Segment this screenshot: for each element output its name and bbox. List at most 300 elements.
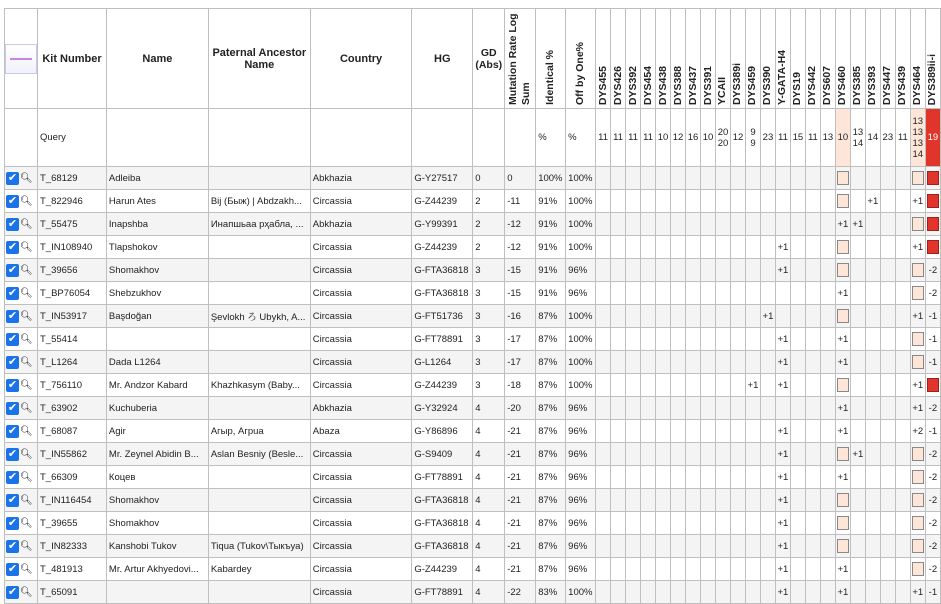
marker-diff-ycaii bbox=[716, 282, 731, 305]
marker-diff-y-gata-h4: +1 bbox=[775, 328, 790, 351]
checkbox-icon[interactable]: ✔ bbox=[7, 240, 18, 253]
kit-number[interactable]: T_68087 bbox=[38, 420, 107, 443]
header-off-by-one[interactable]: Off by One% bbox=[566, 9, 596, 109]
marker-diff-dys388 bbox=[671, 535, 686, 558]
magnifier-icon[interactable]: 🔍︎ bbox=[20, 402, 33, 414]
table-row[interactable] bbox=[5, 512, 941, 535]
marker-diff-dys607 bbox=[820, 397, 835, 420]
table-row[interactable] bbox=[5, 420, 941, 443]
header-marker-dys393[interactable]: DYS393 bbox=[865, 9, 880, 109]
header-marker-dys385[interactable]: DYS385 bbox=[850, 9, 865, 109]
kit-name bbox=[106, 581, 208, 604]
header-marker-dys455[interactable]: DYS455 bbox=[596, 9, 611, 109]
marker-diff-dys438 bbox=[656, 581, 671, 604]
marker-diff-dys391 bbox=[701, 397, 716, 420]
marker-diff-y-gata-h4 bbox=[775, 190, 790, 213]
identical-pct: 87% bbox=[536, 328, 566, 351]
marker-diff-dys388 bbox=[671, 558, 686, 581]
identical-pct: 87% bbox=[536, 305, 566, 328]
kit-number[interactable]: T_IN53917 bbox=[38, 305, 107, 328]
kit-number[interactable]: T_68129 bbox=[38, 167, 107, 190]
header-marker-dys439[interactable]: DYS439 bbox=[895, 9, 910, 109]
marker-diff-dys439 bbox=[895, 420, 910, 443]
marker-diff-dys454 bbox=[641, 443, 656, 466]
marker-diff-dys393 bbox=[865, 512, 880, 535]
checkbox-icon[interactable]: ✔ bbox=[7, 332, 18, 345]
marker-diff-dys455 bbox=[596, 190, 611, 213]
marker-diff-y-gata-h4: +1 bbox=[775, 259, 790, 282]
marker-diff-dys19 bbox=[790, 581, 805, 604]
kit-name: Mr. Andzor Kabard bbox=[106, 374, 208, 397]
genetic-distance: 4 bbox=[473, 466, 505, 489]
header-marker-dys392[interactable]: DYS392 bbox=[626, 9, 641, 109]
kit-number[interactable]: T_IN55862 bbox=[38, 443, 107, 466]
marker-diff-dys388 bbox=[671, 466, 686, 489]
magnifier-icon[interactable]: 🔍︎ bbox=[20, 218, 33, 230]
marker-diff-dys426 bbox=[611, 213, 626, 236]
marker-diff-dys464 bbox=[910, 328, 925, 351]
marker-diff-dys454 bbox=[641, 420, 656, 443]
header-mutation-rate[interactable]: Mutation Rate Log Sum bbox=[505, 9, 536, 109]
marker-diff-dys607 bbox=[820, 259, 835, 282]
marker-diff-dys391 bbox=[701, 259, 716, 282]
marker-diff-dys426 bbox=[611, 397, 626, 420]
checkbox-icon[interactable]: ✔ bbox=[7, 309, 18, 322]
table-row[interactable] bbox=[5, 351, 941, 374]
kit-number[interactable]: T_65091 bbox=[38, 581, 107, 604]
marker-diff-dys439 bbox=[895, 374, 910, 397]
checkbox-icon[interactable]: ✔ bbox=[7, 401, 18, 414]
marker-diff-dys390 bbox=[760, 512, 775, 535]
marker-diff-dys442 bbox=[805, 581, 820, 604]
marker-diff-dys393: +1 bbox=[865, 190, 880, 213]
marker-diff-dys464 bbox=[910, 512, 925, 535]
magnifier-icon[interactable]: 🔍︎ bbox=[20, 448, 33, 460]
identical-pct: 87% bbox=[536, 351, 566, 374]
query-marker-value: 11 bbox=[596, 109, 611, 167]
marker-diff-dys385 bbox=[850, 512, 865, 535]
marker-diff-dys390 bbox=[760, 213, 775, 236]
marker-diff-dys388 bbox=[671, 397, 686, 420]
marker-diff-dys454 bbox=[641, 305, 656, 328]
kit-name: Başdoğan bbox=[106, 305, 208, 328]
magnifier-icon[interactable]: 🔍︎ bbox=[20, 471, 33, 483]
marker-diff-dys464 bbox=[910, 259, 925, 282]
mismatch-marker bbox=[837, 378, 849, 392]
paternal-ancestor bbox=[208, 351, 310, 374]
off-by-one-pct: 96% bbox=[566, 443, 596, 466]
checkbox-icon[interactable]: ✔ bbox=[7, 263, 18, 276]
kit-number[interactable]: T_IN116454 bbox=[38, 489, 107, 512]
marker-diff-dys455 bbox=[596, 374, 611, 397]
marker-diff-y-gata-h4: +1 bbox=[775, 351, 790, 374]
mutation-rate: -16 bbox=[505, 305, 536, 328]
header-hg[interactable]: HG bbox=[412, 9, 473, 109]
table-row[interactable] bbox=[5, 282, 941, 305]
marker-diff-dys389i bbox=[730, 351, 745, 374]
logo-icon bbox=[5, 44, 37, 74]
magnifier-icon[interactable]: 🔍︎ bbox=[20, 540, 33, 552]
row-controls bbox=[5, 374, 38, 397]
marker-diff-dys392 bbox=[626, 489, 641, 512]
marker-diff-dys390 bbox=[760, 581, 775, 604]
magnifier-icon[interactable]: 🔍︎ bbox=[20, 195, 33, 207]
query-marker-value: 9 9 bbox=[745, 109, 760, 167]
haplogroup: G-FTA36818 bbox=[412, 259, 473, 282]
kit-number[interactable]: T_BP76054 bbox=[38, 282, 107, 305]
marker-diff-dys464: +1 bbox=[910, 236, 925, 259]
mismatch-marker bbox=[837, 516, 849, 530]
marker-diff-dys438 bbox=[656, 213, 671, 236]
header-marker-dys437[interactable]: DYS437 bbox=[686, 9, 701, 109]
kit-number[interactable]: T_L1264 bbox=[38, 351, 107, 374]
marker-diff-dys438 bbox=[656, 512, 671, 535]
mutation-rate: -20 bbox=[505, 397, 536, 420]
marker-diff-dys607 bbox=[820, 351, 835, 374]
marker-diff-dys392 bbox=[626, 512, 641, 535]
marker-diff-dys455 bbox=[596, 397, 611, 420]
marker-diff-dys459 bbox=[745, 443, 760, 466]
checkbox-icon[interactable]: ✔ bbox=[7, 516, 18, 529]
marker-diff-ycaii bbox=[716, 397, 731, 420]
header-marker-dys389ii-i[interactable]: DYS389ii-i bbox=[925, 9, 940, 109]
header-marker-dys607[interactable]: DYS607 bbox=[820, 9, 835, 109]
checkbox-icon[interactable]: ✔ bbox=[7, 493, 18, 506]
haplogroup: G-FT78891 bbox=[412, 581, 473, 604]
marker-diff-dys389ii-i bbox=[925, 236, 940, 259]
header-kit-number[interactable]: Kit Number bbox=[38, 9, 107, 109]
paternal-ancestor bbox=[208, 581, 310, 604]
query-marker-value: 12 bbox=[730, 109, 745, 167]
marker-diff-dys460 bbox=[835, 259, 850, 282]
checkbox-icon[interactable]: ✔ bbox=[7, 194, 18, 207]
marker-diff-dys385 bbox=[850, 328, 865, 351]
query-marker-value: 11 bbox=[626, 109, 641, 167]
marker-diff-dys390 bbox=[760, 259, 775, 282]
magnifier-icon[interactable]: 🔍︎ bbox=[20, 172, 33, 184]
marker-diff-dys442 bbox=[805, 213, 820, 236]
checkbox-icon[interactable]: ✔ bbox=[7, 539, 18, 552]
marker-diff-dys19 bbox=[790, 328, 805, 351]
marker-diff-dys442 bbox=[805, 420, 820, 443]
table-row[interactable] bbox=[5, 305, 941, 328]
table-row[interactable] bbox=[5, 581, 941, 604]
haplogroup: G-FT78891 bbox=[412, 466, 473, 489]
kit-number[interactable]: T_63902 bbox=[38, 397, 107, 420]
off-by-one-pct: 100% bbox=[566, 374, 596, 397]
marker-diff-ycaii bbox=[716, 213, 731, 236]
marker-diff-dys454 bbox=[641, 236, 656, 259]
marker-diff-dys426 bbox=[611, 259, 626, 282]
magnifier-icon[interactable]: 🔍︎ bbox=[20, 310, 33, 322]
marker-diff-dys607 bbox=[820, 466, 835, 489]
table-row[interactable] bbox=[5, 328, 941, 351]
header-marker-dys454[interactable]: DYS454 bbox=[641, 9, 656, 109]
marker-diff-dys607 bbox=[820, 236, 835, 259]
genetic-distance: 3 bbox=[473, 282, 505, 305]
row-controls bbox=[5, 167, 38, 190]
header-marker-y-gata-h4[interactable]: Y-GATA-H4 bbox=[775, 9, 790, 109]
header-marker-dys426[interactable]: DYS426 bbox=[611, 9, 626, 109]
marker-diff-dys390 bbox=[760, 443, 775, 466]
marker-diff-dys460: +1 bbox=[835, 351, 850, 374]
marker-diff-dys389ii-i: -1 bbox=[925, 420, 940, 443]
marker-diff-dys392 bbox=[626, 282, 641, 305]
country: Circassia bbox=[310, 328, 412, 351]
marker-diff-dys454 bbox=[641, 374, 656, 397]
table-row[interactable] bbox=[5, 167, 941, 190]
genetic-distance: 3 bbox=[473, 259, 505, 282]
checkbox-icon[interactable]: ✔ bbox=[7, 447, 18, 460]
paternal-ancestor: Aslan Besniy (Besle... bbox=[208, 443, 310, 466]
marker-diff-dys459 bbox=[745, 351, 760, 374]
table-row[interactable] bbox=[5, 190, 941, 213]
marker-diff-dys447 bbox=[880, 282, 895, 305]
marker-diff-dys385 bbox=[850, 351, 865, 374]
header-marker-dys442[interactable]: DYS442 bbox=[805, 9, 820, 109]
header-marker-dys388[interactable]: DYS388 bbox=[671, 9, 686, 109]
kit-number[interactable]: T_55414 bbox=[38, 328, 107, 351]
marker-diff-dys19 bbox=[790, 466, 805, 489]
marker-diff-dys455 bbox=[596, 420, 611, 443]
kit-number[interactable]: T_55475 bbox=[38, 213, 107, 236]
identical-pct: 100% bbox=[536, 167, 566, 190]
mismatch-marker bbox=[912, 562, 924, 576]
marker-diff-dys388 bbox=[671, 351, 686, 374]
table-row[interactable] bbox=[5, 374, 941, 397]
header-gd[interactable]: GD (Abs) bbox=[473, 9, 505, 109]
table-row[interactable] bbox=[5, 397, 941, 420]
marker-diff-dys391 bbox=[701, 190, 716, 213]
identical-pct: 87% bbox=[536, 420, 566, 443]
marker-diff-dys454 bbox=[641, 535, 656, 558]
magnifier-icon[interactable]: 🔍︎ bbox=[20, 287, 33, 299]
header-marker-dys391[interactable]: DYS391 bbox=[701, 9, 716, 109]
row-controls bbox=[5, 466, 38, 489]
marker-diff-dys454 bbox=[641, 466, 656, 489]
kit-number[interactable]: T_66309 bbox=[38, 466, 107, 489]
checkbox-icon[interactable]: ✔ bbox=[7, 424, 18, 437]
marker-diff-dys389i bbox=[730, 328, 745, 351]
marker-diff-dys389ii-i: -2 bbox=[925, 259, 940, 282]
magnifier-icon[interactable]: 🔍︎ bbox=[20, 379, 33, 391]
mismatch-marker bbox=[837, 447, 849, 461]
marker-diff-ycaii bbox=[716, 535, 731, 558]
header-marker-dys390[interactable]: DYS390 bbox=[760, 9, 775, 109]
marker-diff-dys389ii-i: -2 bbox=[925, 535, 940, 558]
marker-diff-dys460 bbox=[835, 489, 850, 512]
off-by-one-pct: 96% bbox=[566, 489, 596, 512]
magnifier-icon[interactable]: 🔍︎ bbox=[20, 494, 33, 506]
marker-diff-dys437 bbox=[686, 259, 701, 282]
query-marker-value: 11 bbox=[775, 109, 790, 167]
checkbox-icon[interactable]: ✔ bbox=[7, 378, 18, 391]
marker-diff-dys459 bbox=[745, 397, 760, 420]
marker-diff-dys447 bbox=[880, 167, 895, 190]
kit-number[interactable]: T_822946 bbox=[38, 190, 107, 213]
paternal-ancestor: Bij (Быж) | Abdzakh... bbox=[208, 190, 310, 213]
marker-diff-dys426 bbox=[611, 512, 626, 535]
table-row[interactable] bbox=[5, 259, 941, 282]
marker-diff-dys459 bbox=[745, 512, 760, 535]
marker-diff-dys454 bbox=[641, 558, 656, 581]
kit-number[interactable]: T_39656 bbox=[38, 259, 107, 282]
row-controls bbox=[5, 443, 38, 466]
header-name[interactable]: Name bbox=[106, 9, 208, 109]
marker-diff-dys460 bbox=[835, 535, 850, 558]
kit-number[interactable]: T_IN108940 bbox=[38, 236, 107, 259]
magnifier-icon[interactable]: 🔍︎ bbox=[20, 356, 33, 368]
marker-diff-dys442 bbox=[805, 512, 820, 535]
marker-diff-dys392 bbox=[626, 535, 641, 558]
table-row[interactable] bbox=[5, 466, 941, 489]
marker-diff-dys455 bbox=[596, 167, 611, 190]
marker-diff-dys426 bbox=[611, 443, 626, 466]
checkbox-icon[interactable]: ✔ bbox=[7, 355, 18, 368]
marker-diff-dys19 bbox=[790, 282, 805, 305]
magnifier-icon[interactable]: 🔍︎ bbox=[20, 586, 33, 598]
marker-diff-dys459 bbox=[745, 535, 760, 558]
marker-diff-dys447 bbox=[880, 581, 895, 604]
marker-diff-dys389i bbox=[730, 305, 745, 328]
marker-diff-dys393 bbox=[865, 259, 880, 282]
table-row[interactable] bbox=[5, 558, 941, 581]
marker-diff-y-gata-h4 bbox=[775, 167, 790, 190]
checkbox-icon[interactable]: ✔ bbox=[7, 171, 18, 184]
marker-diff-dys459 bbox=[745, 213, 760, 236]
marker-diff-y-gata-h4: +1 bbox=[775, 535, 790, 558]
haplogroup: G-L1264 bbox=[412, 351, 473, 374]
marker-diff-dys391 bbox=[701, 328, 716, 351]
mismatch-marker bbox=[927, 240, 939, 254]
marker-diff-dys438 bbox=[656, 420, 671, 443]
marker-diff-dys385 bbox=[850, 397, 865, 420]
checkbox-icon[interactable]: ✔ bbox=[7, 217, 18, 230]
kit-number[interactable]: T_481913 bbox=[38, 558, 107, 581]
marker-diff-dys439 bbox=[895, 282, 910, 305]
row-controls bbox=[5, 489, 38, 512]
checkbox-icon[interactable]: ✔ bbox=[7, 585, 18, 598]
row-controls bbox=[5, 236, 38, 259]
marker-diff-dys385 bbox=[850, 236, 865, 259]
mutation-rate: -21 bbox=[505, 443, 536, 466]
header-marker-dys459[interactable]: DYS459 bbox=[745, 9, 760, 109]
off-by-one-pct: 96% bbox=[566, 259, 596, 282]
header-marker-dys460[interactable]: DYS460 bbox=[835, 9, 850, 109]
header-country[interactable]: Country bbox=[310, 9, 412, 109]
mutation-rate: -21 bbox=[505, 512, 536, 535]
header-marker-dys19[interactable]: DYS19 bbox=[790, 9, 805, 109]
table-row[interactable] bbox=[5, 213, 941, 236]
marker-diff-dys464: +1 bbox=[910, 305, 925, 328]
header-marker-ycaii[interactable]: YCAII bbox=[716, 9, 731, 109]
magnifier-icon[interactable]: 🔍︎ bbox=[20, 264, 33, 276]
marker-diff-dys439 bbox=[895, 581, 910, 604]
mutation-rate: -17 bbox=[505, 328, 536, 351]
marker-diff-dys459 bbox=[745, 190, 760, 213]
off-by-one-pct: 100% bbox=[566, 213, 596, 236]
marker-diff-dys439 bbox=[895, 328, 910, 351]
magnifier-icon[interactable]: 🔍︎ bbox=[20, 333, 33, 345]
query-marker-value: 23 bbox=[880, 109, 895, 167]
magnifier-icon[interactable]: 🔍︎ bbox=[20, 517, 33, 529]
marker-diff-dys392 bbox=[626, 259, 641, 282]
marker-diff-dys19 bbox=[790, 236, 805, 259]
kit-number[interactable]: T_39655 bbox=[38, 512, 107, 535]
genetic-distance: 4 bbox=[473, 581, 505, 604]
marker-diff-dys459: +1 bbox=[745, 374, 760, 397]
marker-diff-dys390 bbox=[760, 236, 775, 259]
query-marker-value: 13 14 bbox=[850, 109, 865, 167]
header-marker-dys438[interactable]: DYS438 bbox=[656, 9, 671, 109]
table-row[interactable] bbox=[5, 236, 941, 259]
country: Circassia bbox=[310, 512, 412, 535]
marker-diff-y-gata-h4: +1 bbox=[775, 420, 790, 443]
marker-diff-dys439 bbox=[895, 351, 910, 374]
genetic-distance: 3 bbox=[473, 328, 505, 351]
marker-diff-dys388 bbox=[671, 512, 686, 535]
checkbox-icon[interactable]: ✔ bbox=[7, 562, 18, 575]
kit-name: Agir bbox=[106, 420, 208, 443]
checkbox-icon[interactable]: ✔ bbox=[7, 286, 18, 299]
country: Circassia bbox=[310, 466, 412, 489]
magnifier-icon[interactable]: 🔍︎ bbox=[20, 241, 33, 253]
header-marker-dys447[interactable]: DYS447 bbox=[880, 9, 895, 109]
marker-diff-dys390 bbox=[760, 374, 775, 397]
kit-number[interactable]: T_756110 bbox=[38, 374, 107, 397]
marker-diff-dys459 bbox=[745, 489, 760, 512]
marker-diff-ycaii bbox=[716, 489, 731, 512]
marker-diff-dys460 bbox=[835, 374, 850, 397]
table-row[interactable] bbox=[5, 489, 941, 512]
header-marker-dys464[interactable]: DYS464 bbox=[910, 9, 925, 109]
marker-diff-dys388 bbox=[671, 581, 686, 604]
country: Circassia bbox=[310, 374, 412, 397]
checkbox-icon[interactable]: ✔ bbox=[7, 470, 18, 483]
marker-diff-dys438 bbox=[656, 374, 671, 397]
mutation-rate: -21 bbox=[505, 420, 536, 443]
marker-diff-dys426 bbox=[611, 489, 626, 512]
table-row[interactable] bbox=[5, 443, 941, 466]
marker-diff-dys392 bbox=[626, 351, 641, 374]
header-marker-dys389i[interactable]: DYS389i bbox=[730, 9, 745, 109]
marker-diff-dys385 bbox=[850, 167, 865, 190]
marker-diff-dys385 bbox=[850, 466, 865, 489]
marker-diff-dys389i bbox=[730, 535, 745, 558]
kit-number[interactable]: T_IN82333 bbox=[38, 535, 107, 558]
magnifier-icon[interactable]: 🔍︎ bbox=[20, 563, 33, 575]
mismatch-marker bbox=[837, 539, 849, 553]
paternal-ancestor bbox=[208, 397, 310, 420]
table-row[interactable] bbox=[5, 535, 941, 558]
marker-diff-dys393 bbox=[865, 305, 880, 328]
mismatch-marker bbox=[837, 194, 849, 208]
marker-diff-dys389i bbox=[730, 420, 745, 443]
magnifier-icon[interactable]: 🔍︎ bbox=[20, 425, 33, 437]
marker-diff-dys459 bbox=[745, 236, 760, 259]
marker-diff-dys438 bbox=[656, 466, 671, 489]
marker-diff-dys439 bbox=[895, 167, 910, 190]
header-identical[interactable]: Identical % bbox=[536, 9, 566, 109]
marker-diff-dys439 bbox=[895, 397, 910, 420]
marker-diff-dys426 bbox=[611, 282, 626, 305]
header-paternal-ancestor[interactable]: Paternal Ancestor Name bbox=[208, 9, 310, 109]
marker-diff-dys393 bbox=[865, 328, 880, 351]
marker-diff-dys388 bbox=[671, 190, 686, 213]
marker-diff-dys455 bbox=[596, 443, 611, 466]
marker-diff-dys389i bbox=[730, 259, 745, 282]
marker-diff-dys389ii-i: -1 bbox=[925, 351, 940, 374]
